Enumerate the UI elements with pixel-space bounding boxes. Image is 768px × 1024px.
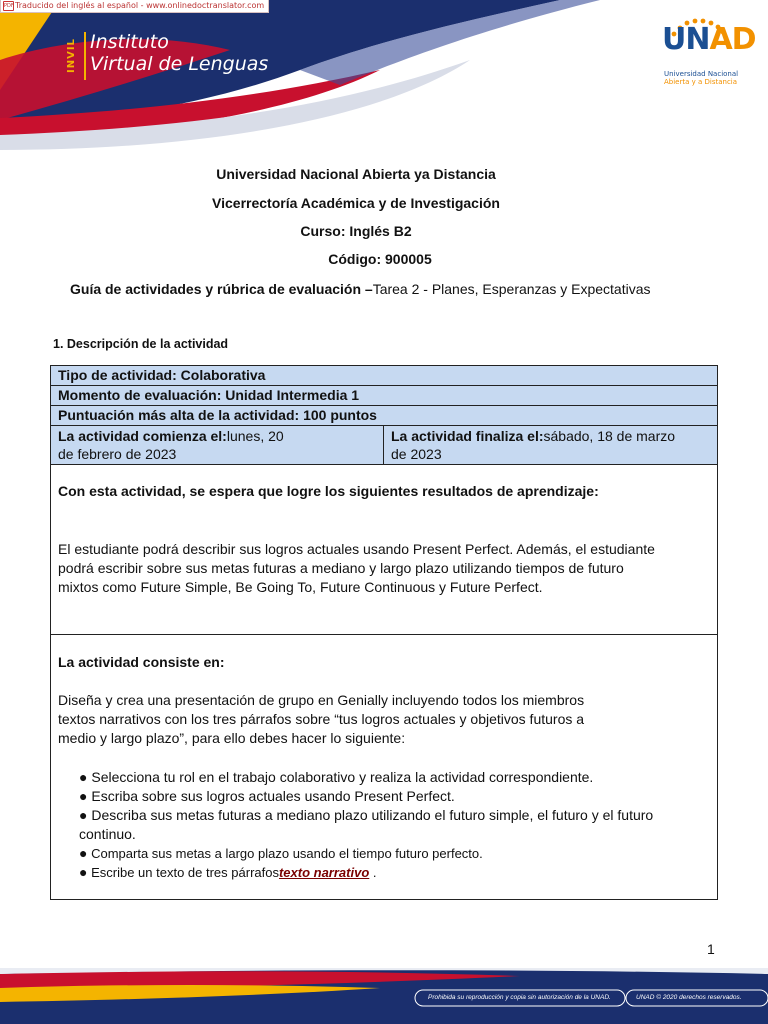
bullet-icon: ● [79, 845, 88, 861]
vice-rectory-title: Vicerrectoría Académica y de Investigación [212, 195, 500, 211]
unad-subtitle-line1: Universidad Nacional [664, 70, 739, 78]
translator-notice[interactable] [0, 0, 269, 13]
unad-wordmark-un: UN [662, 22, 710, 57]
activity-type-row: Tipo de actividad: Colaborativa [51, 366, 717, 386]
bullet-icon: ● [79, 769, 88, 785]
bullet-text: Comparta sus metas a largo plazo usando el tiempo futuro perfecto. [91, 846, 483, 861]
invl-logo-mark: INVIL [66, 38, 77, 74]
activity-description-cell [51, 635, 717, 899]
unad-wordmark-text [662, 22, 756, 57]
narrative-text-emphasis: texto narrativo [278, 865, 370, 880]
dates-row [51, 426, 717, 465]
activity-description [58, 691, 648, 748]
end-date-label: La actividad finaliza el: [391, 428, 544, 444]
page-number: 1 [707, 941, 715, 957]
list-item [79, 844, 699, 863]
outcomes-line: podrá escribir sobre sus metas futuras a mediano y largo plazo utilizando tiempos de futuro [58, 560, 624, 576]
max-score-row: Puntuación más alta de la actividad: 100 puntos [51, 406, 717, 426]
bullet-text: Describa sus metas futuras a mediano plazo utilizando el futuro simple, el futuro y el futuro [91, 807, 654, 823]
unad-wordmark-ad: AD [709, 22, 756, 57]
course-title: Curso: Inglés B2 [300, 223, 412, 239]
bullet-icon: ● [79, 788, 88, 804]
list-item [79, 787, 699, 806]
list-item [79, 806, 699, 844]
institute-name-line1: Instituto [90, 31, 169, 53]
unad-subtitle-line2: Abierta y a Distancia [664, 78, 738, 86]
activity-heading: La actividad consiste en: [58, 654, 225, 670]
course-code: Código: 900005 [328, 251, 432, 267]
activity-line: textos narrativos con los tres párrafos sobre “tus logros actuales y objetivos futuros a [58, 711, 585, 727]
translator-notice-text: Traducido del inglés al español - www.onlinedoctranslator.com [15, 1, 265, 10]
outcomes-text [58, 540, 708, 597]
bullet-icon: ● [79, 864, 88, 880]
start-date-value-2: de febrero de 2023 [58, 446, 177, 462]
start-date-label: La actividad comienza el: [58, 428, 227, 444]
list-item [79, 863, 699, 882]
invl-divider [84, 32, 86, 80]
activity-line: medio y largo plazo”, para ello debes hacer lo siguiente: [58, 730, 406, 746]
activity-table [50, 365, 718, 900]
bullet-text: Escribe un texto de tres párrafos [91, 865, 279, 880]
learning-outcomes-cell [51, 465, 717, 635]
end-date-value-2: de 2023 [391, 446, 442, 462]
unad-wordmark [662, 22, 756, 57]
task-bullet-list [79, 768, 699, 882]
bullet-icon: ● [79, 807, 88, 823]
activity-line: Diseña y crea una presentación de grupo en Genially incluyendo todos los miembros [58, 692, 585, 708]
footer-copyright-notice: Prohibida su reproducción y copia sin autorización de la UNAD. [428, 994, 611, 1001]
start-date-cell [51, 426, 384, 464]
university-title: Universidad Nacional Abierta ya Distancia [216, 166, 496, 182]
bullet-text-continued: continuo. [79, 826, 136, 842]
end-date-value-1: sábado, 18 de marzo [543, 428, 676, 444]
institute-name-line2: Virtual de Lenguas [90, 53, 269, 75]
outcomes-line: El estudiante podrá describir sus logros actuales usando Present Perfect. Además, el estudiante [58, 541, 655, 557]
section-heading-description: 1. Descripción de la actividad [53, 337, 229, 351]
start-date-value-1: lunes, 20 [226, 428, 284, 444]
footer-rights-notice: UNAD © 2020 derechos reservados. [636, 994, 742, 1001]
end-date-cell [384, 426, 717, 464]
outcomes-heading: Con esta actividad, se espera que logre los siguientes resultados de aprendizaje: [58, 483, 599, 499]
guide-task: Tarea 2 - Planes, Esperanzas y Expectativas [372, 281, 651, 297]
bullet-text: Escriba sobre sus logros actuales usando Present Perfect. [91, 788, 455, 804]
bullet-text-end: . [369, 865, 377, 880]
evaluation-moment-row: Momento de evaluación: Unidad Intermedia 1 [51, 386, 717, 406]
guide-title [70, 281, 651, 297]
pdf-icon: PDF [4, 3, 14, 9]
list-item [79, 768, 699, 787]
header-banner [0, 0, 768, 150]
outcomes-line: mixtos como Future Simple, Be Going To, Future Continuous y Future Perfect. [58, 579, 543, 595]
guide-label: Guía de actividades y rúbrica de evaluación – [70, 281, 373, 297]
bullet-text: Selecciona tu rol en el trabajo colaborativo y realiza la actividad correspondiente. [91, 769, 594, 785]
